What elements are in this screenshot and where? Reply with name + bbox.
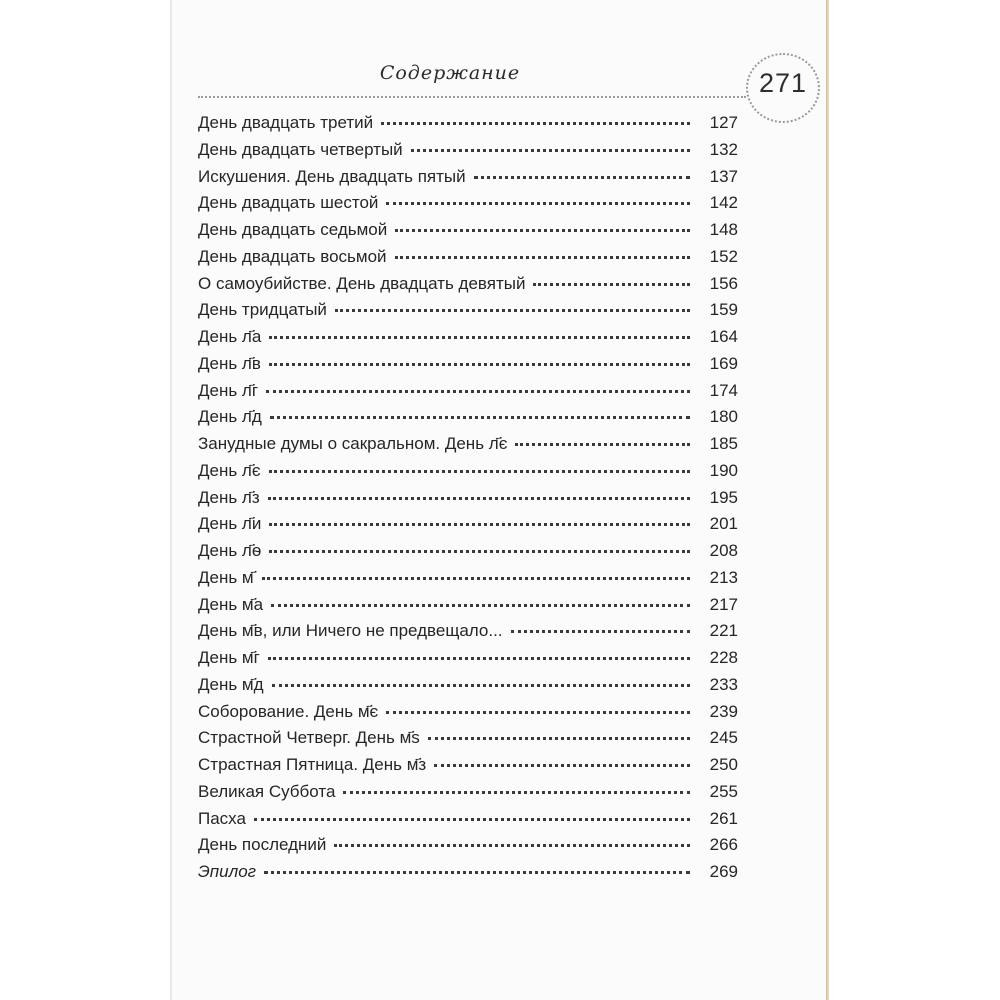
- toc-entry: [198, 862, 738, 889]
- toc-entry-page: 174: [709, 380, 738, 400]
- toc-entry: [198, 648, 738, 675]
- toc-entry-page: 148: [709, 220, 738, 239]
- dot-leader: [270, 416, 690, 419]
- toc-entry-title: Искушения. День двадцать пятый: [198, 166, 466, 186]
- toc-entry-page: 255: [709, 781, 738, 801]
- toc-entry-title: День м҃: [198, 567, 254, 587]
- toc-entry-page: 250: [709, 755, 738, 774]
- dot-leader: [474, 176, 690, 179]
- toc-entry: [198, 247, 738, 274]
- dot-leader: [511, 630, 690, 633]
- toc-entry-page: 201: [709, 514, 738, 534]
- toc-entry-page: 132: [709, 139, 738, 159]
- toc-entry-page: 127: [709, 113, 738, 132]
- dot-leader: [395, 256, 690, 259]
- toc-entry-title: День м҃а: [198, 594, 264, 614]
- toc-entry: [198, 809, 738, 836]
- toc-entry: [198, 193, 738, 220]
- dot-leader: [515, 443, 690, 446]
- toc-entry: [198, 595, 738, 622]
- toc-entry-title: Занудные думы о сакральном. День л҃є: [198, 434, 508, 453]
- toc-entry-page: 208: [709, 541, 738, 560]
- toc-entry-title: День л҃и: [198, 514, 262, 534]
- toc-entry-page: 142: [709, 193, 738, 213]
- dot-leader: [268, 497, 690, 500]
- dot-leader: [335, 309, 690, 312]
- toc-entry-title: Страстной Четверг. День м҃ѕ: [198, 728, 420, 748]
- toc-entry-page: 233: [709, 674, 738, 694]
- toc-entry-title: День двадцать третий: [198, 113, 374, 132]
- toc-entry-page: 261: [709, 808, 738, 828]
- toc-entry-page: 195: [709, 487, 738, 507]
- page-title: Содержание: [379, 62, 521, 84]
- toc-entry-page: 217: [709, 594, 738, 614]
- toc-entry-page: 137: [709, 166, 738, 186]
- toc-entry-title: Соборование. День м҃є: [198, 701, 379, 721]
- toc-entry: [198, 381, 738, 408]
- toc-entry-page: 266: [709, 835, 738, 855]
- toc-entry: [198, 220, 738, 247]
- toc-entry-page: 190: [709, 460, 738, 480]
- dot-leader: [428, 737, 690, 740]
- table-of-contents: [198, 113, 738, 889]
- dot-leader: [271, 604, 690, 607]
- toc-entry-title: День л҃д: [198, 407, 262, 427]
- toc-entry-page: 180: [709, 407, 738, 427]
- toc-entry-title: Пасха: [198, 808, 246, 828]
- header-divider: [198, 96, 746, 98]
- toc-entry-title: День тридцатый: [198, 300, 327, 320]
- dot-leader: [269, 470, 690, 473]
- toc-entry-title: День л҃ѳ: [198, 541, 262, 560]
- toc-entry: [198, 407, 738, 434]
- dot-leader: [434, 764, 690, 767]
- toc-entry-title: День м҃д: [198, 674, 264, 694]
- dot-leader: [269, 363, 690, 366]
- toc-entry: [198, 434, 738, 461]
- toc-entry-title: О самоубийстве. День двадцать девятый: [198, 273, 526, 293]
- toc-entry-page: 169: [709, 353, 738, 373]
- dot-leader: [266, 390, 690, 393]
- dot-leader: [395, 229, 690, 232]
- dot-leader: [264, 871, 690, 874]
- toc-entry: [198, 568, 738, 595]
- dot-leader: [269, 336, 690, 339]
- toc-entry-title: День л҃з: [198, 487, 260, 507]
- toc-entry-title: День двадцать седьмой: [198, 220, 388, 239]
- dot-leader: [268, 657, 690, 660]
- dot-leader: [269, 523, 690, 526]
- toc-entry: [198, 300, 738, 327]
- dot-leader: [334, 844, 690, 847]
- dot-leader: [272, 684, 690, 687]
- toc-entry-page: 269: [709, 862, 738, 881]
- dot-leader: [386, 202, 690, 205]
- toc-entry-page: 221: [709, 621, 738, 641]
- toc-entry: [198, 835, 738, 862]
- page-number: 271: [758, 68, 808, 98]
- dot-leader: [269, 550, 690, 553]
- toc-entry: [198, 621, 738, 648]
- toc-entry-page: 156: [709, 273, 738, 293]
- toc-entry: [198, 461, 738, 488]
- toc-entry-title: День двадцать шестой: [198, 193, 379, 213]
- toc-entry-page: 185: [709, 434, 738, 453]
- toc-entry: [198, 541, 738, 568]
- dot-leader: [381, 122, 690, 125]
- toc-entry-title: Эпилог: [198, 862, 257, 881]
- toc-entry-title: Великая Суббота: [198, 781, 336, 801]
- dot-leader: [262, 577, 690, 580]
- toc-entry: [198, 113, 738, 140]
- toc-entry: [198, 140, 738, 167]
- dot-leader: [254, 818, 690, 821]
- toc-entry-title: День л҃а: [198, 327, 262, 346]
- toc-entry: [198, 755, 738, 782]
- toc-entry: [198, 488, 738, 515]
- toc-entry-title: День двадцать восьмой: [198, 246, 387, 266]
- toc-entry-title: День л҃є: [198, 460, 261, 480]
- toc-entry-page: 239: [709, 701, 738, 721]
- toc-entry-title: День двадцать четвертый: [198, 139, 403, 159]
- toc-entry-title: День л҃в: [198, 353, 261, 373]
- dot-leader: [343, 791, 690, 794]
- toc-entry-title: День м҃г: [198, 648, 260, 667]
- toc-entry-title: Страстная Пятница. День м҃з: [198, 755, 427, 774]
- page-edge: [826, 0, 829, 1000]
- toc-entry-page: 245: [709, 728, 738, 748]
- toc-entry-title: День последний: [198, 835, 327, 855]
- toc-entry-page: 152: [709, 246, 738, 266]
- toc-entry: [198, 354, 738, 381]
- toc-entry-page: 159: [709, 300, 738, 320]
- toc-entry: [198, 675, 738, 702]
- toc-entry-page: 228: [709, 648, 738, 667]
- background: [826, 0, 1000, 1000]
- dot-leader: [533, 283, 690, 286]
- toc-entry: [198, 728, 738, 755]
- toc-entry: [198, 702, 738, 729]
- toc-entry: [198, 327, 738, 354]
- toc-entry: [198, 274, 738, 301]
- toc-entry-page: 213: [709, 567, 738, 587]
- toc-entry-title: День л҃г: [198, 380, 259, 400]
- toc-entry-title: День м҃в, или Ничего не предвещало...: [198, 621, 503, 641]
- toc-entry: [198, 167, 738, 194]
- toc-entry: [198, 514, 738, 541]
- dot-leader: [386, 711, 690, 714]
- dot-leader: [411, 149, 690, 152]
- toc-entry-page: 164: [709, 327, 738, 346]
- toc-entry: [198, 782, 738, 809]
